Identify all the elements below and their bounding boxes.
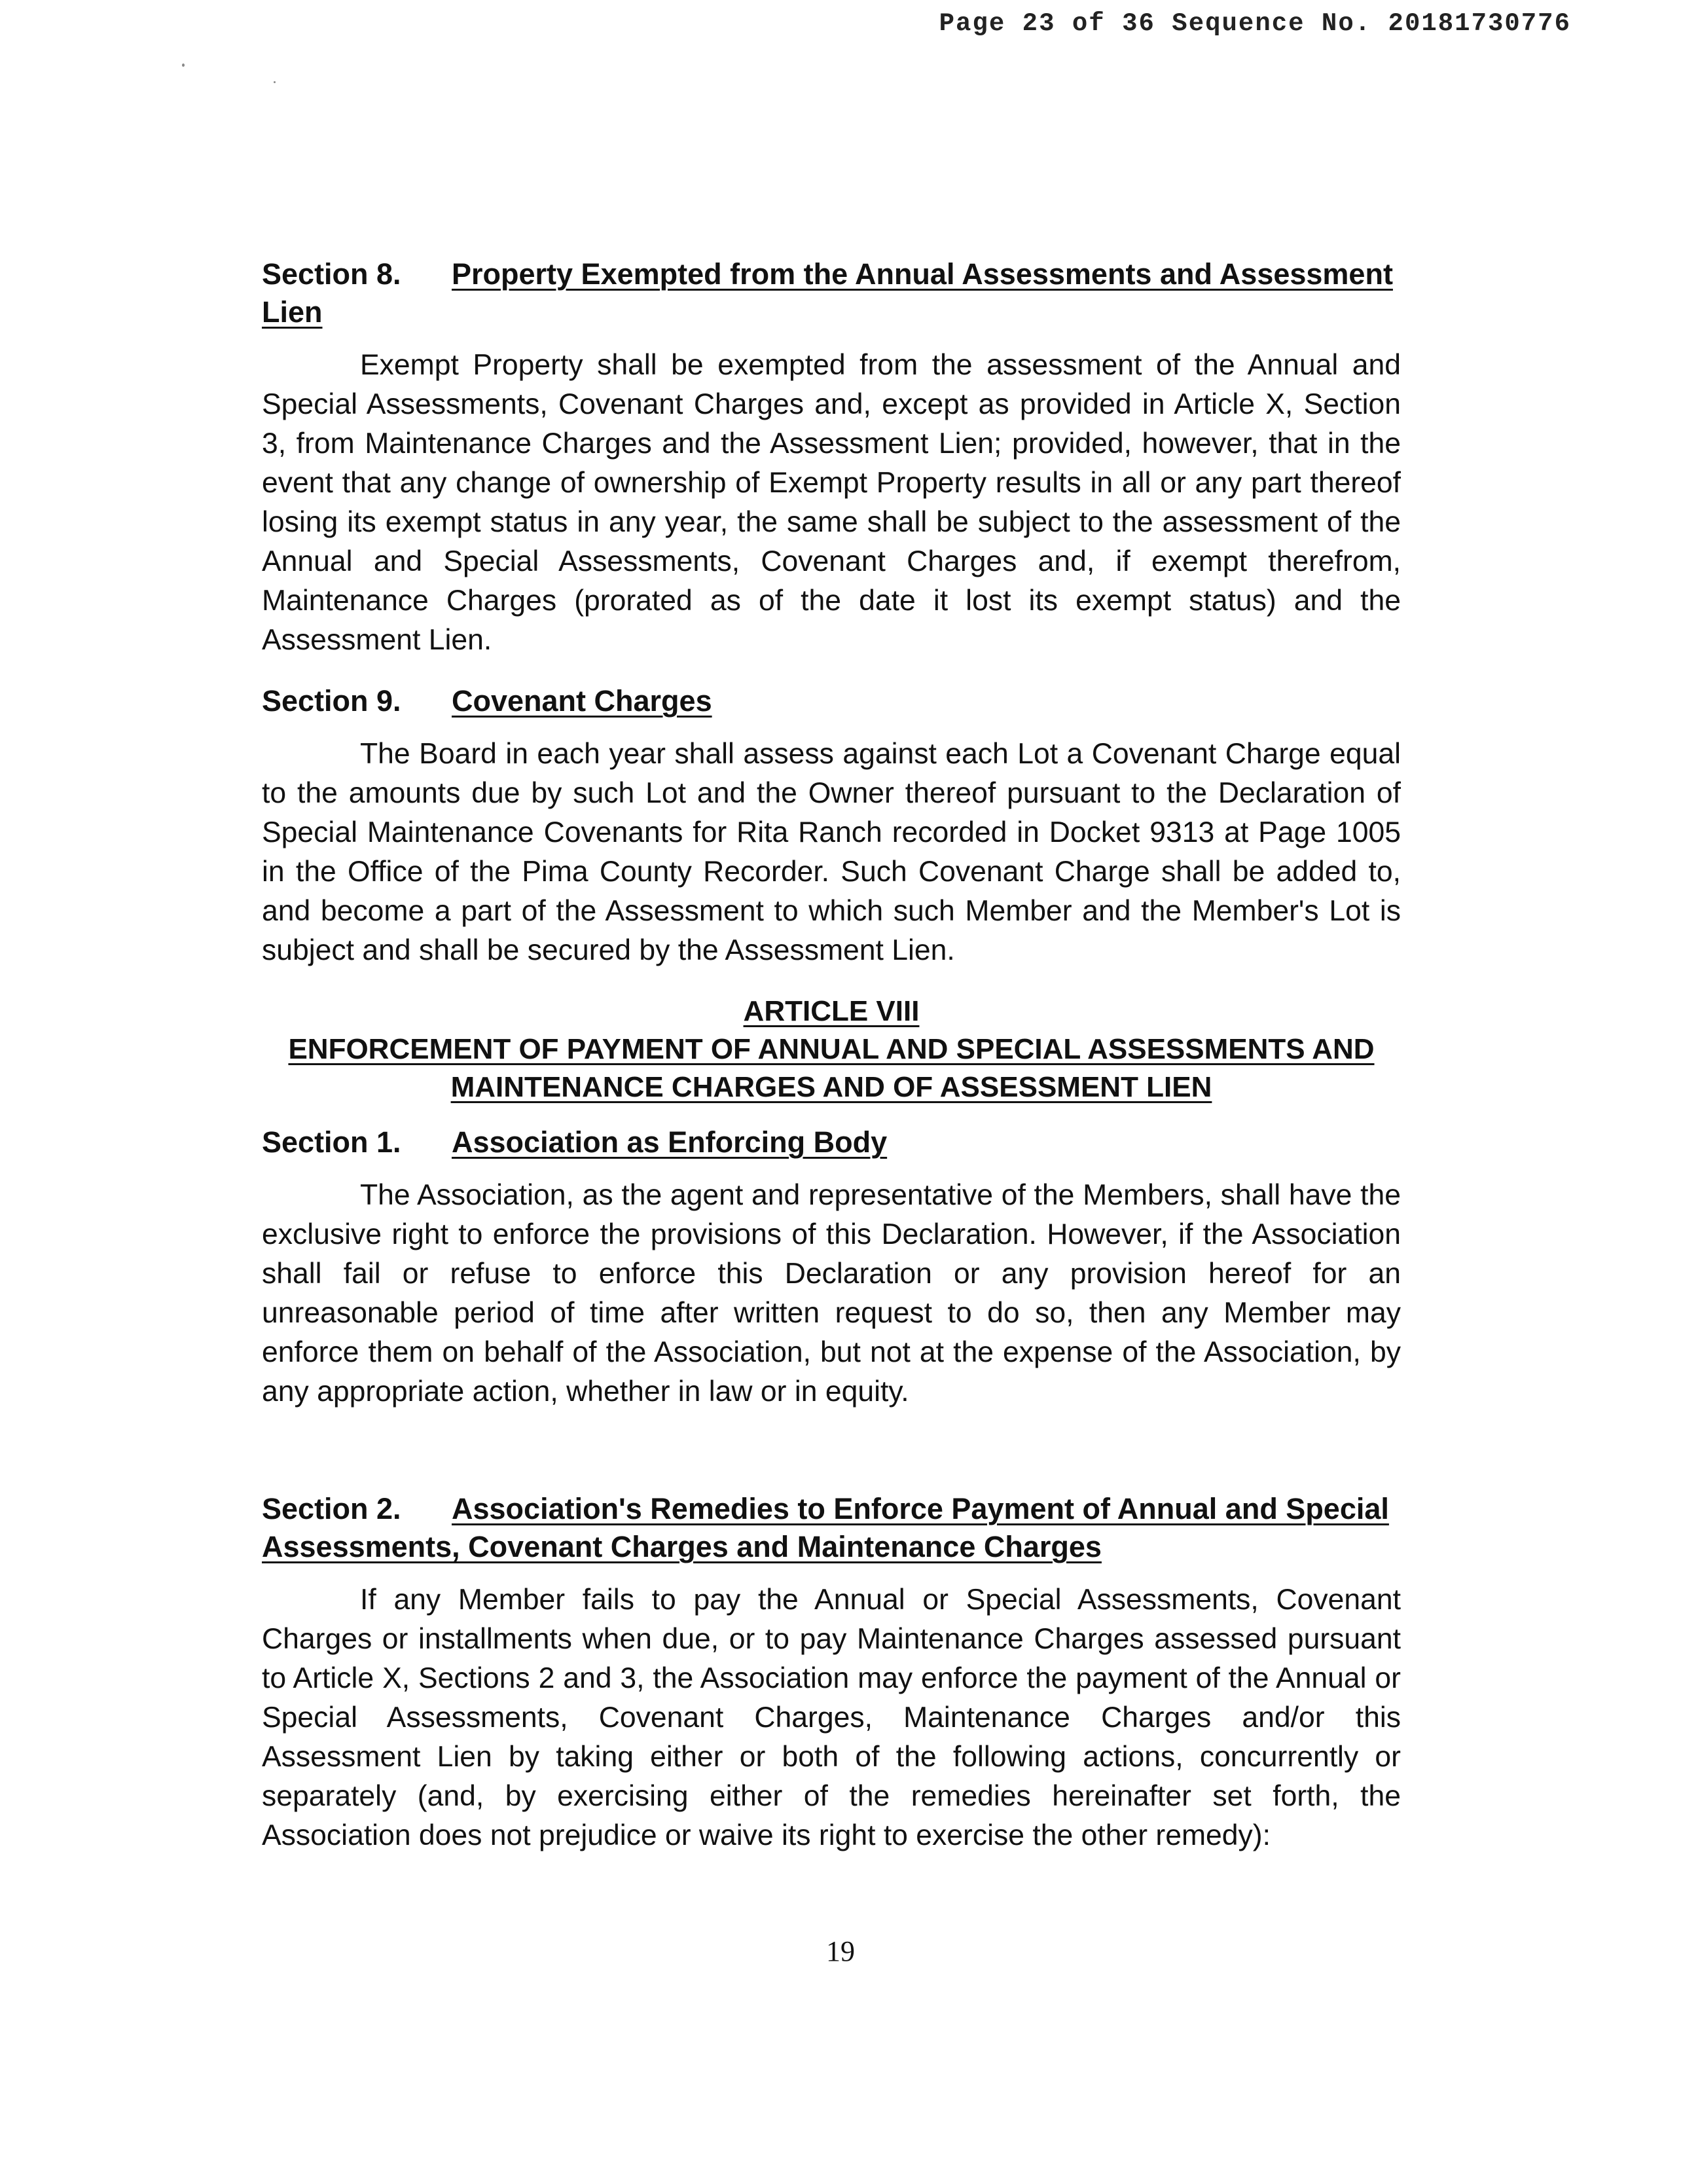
section-1-number: Section 1. — [262, 1125, 401, 1159]
section-9-title: Covenant Charges — [452, 684, 712, 718]
section-9-body: The Board in each year shall assess against each Lot a Covenant Charge equal to the amounts due by such Lot and the Owner thereof pursuant to the Declaration of Special Maintenance Covenants for Rita Ranch recorded in Docket 9313 at Page 1005 in the Office of the Pima County Recorder. Such Covenant Charge shall be added to, and become a part of the Assessment to which such Member and the Member's Lot is subject and shall be secured by the Assessment Lien. — [262, 738, 1401, 966]
section-2-title: Association's Remedies to Enforce Payment of Annual and Special Assessments, Covenant Charges and Maintenance Charges — [262, 1492, 1389, 1563]
article-title-line-2: MAINTENANCE CHARGES AND OF ASSESSMENT LIEN — [450, 1071, 1212, 1103]
article-title-line-1: ENFORCEMENT OF PAYMENT OF ANNUAL AND SPECIAL ASSESSMENTS AND — [288, 1033, 1375, 1065]
section-1-title: Association as Enforcing Body — [452, 1125, 888, 1159]
page-number: 19 — [826, 1935, 855, 1967]
scan-speck — [274, 81, 276, 83]
section-8-title: Property Exempted from the Annual Assessments and Assessment Lien — [262, 257, 1393, 329]
section-8-number: Section 8. — [262, 257, 401, 291]
section-2-number: Section 2. — [262, 1492, 401, 1525]
section-1-body: The Association, as the agent and representative of the Members, shall have the exclusive right to enforce the provisions of this Declaration. However, if the Association shall fail or refuse to enforce this Declaration or any provision hereof for an unreasonable period of time after written request to do so, then any Member may enforce them on behalf of the Association, but not at the expense of the Association, by any appropriate action, whether in law or in equity. — [262, 1179, 1401, 1408]
section-2-body: If any Member fails to pay the Annual or Special Assessments, Covenant Charges or installments when due, or to pay Maintenance Charges assessed pursuant to Article X, Sections 2 and 3, the Association may enforce the payment of the Annual or Special Assessments, Covenant Charges, Maintenance Charges and/or this Assessment Lien by taking either or both of the following actions, concurrently or separately (and, by exercising either of the remedies hereinafter set forth, the Association does not prejudice or waive its right to exercise the other remedy): — [262, 1584, 1401, 1851]
page-sequence-header: Page 23 of 36 Sequence No. 20181730776 — [939, 9, 1571, 38]
section-2-heading — [262, 1490, 1401, 1566]
section-8-body: Exempt Property shall be exempted from the assessment of the Annual and Special Assessments, Covenant Charges and, except as provided in Article X, Section 3, from Maintenance Charges and the Assessment Lien; provided, however, that in the event that any change of ownership of Exempt Property results in all or any part thereof losing its exempt status in any year, the same shall be subject to the assessment of the Annual and Special Assessments, Covenant Charges and, if exempt therefrom, Maintenance Charges (prorated as of the date it lost its exempt status) and the Assessment Lien. — [262, 349, 1401, 656]
section-1-heading — [262, 1123, 1401, 1161]
scan-speck — [182, 64, 185, 67]
section-9-number: Section 9. — [262, 684, 401, 718]
article-label: ARTICLE VIII — [743, 995, 920, 1027]
document-body — [262, 255, 1401, 1855]
section-8-heading — [262, 255, 1401, 331]
section-9-heading — [262, 682, 1401, 720]
